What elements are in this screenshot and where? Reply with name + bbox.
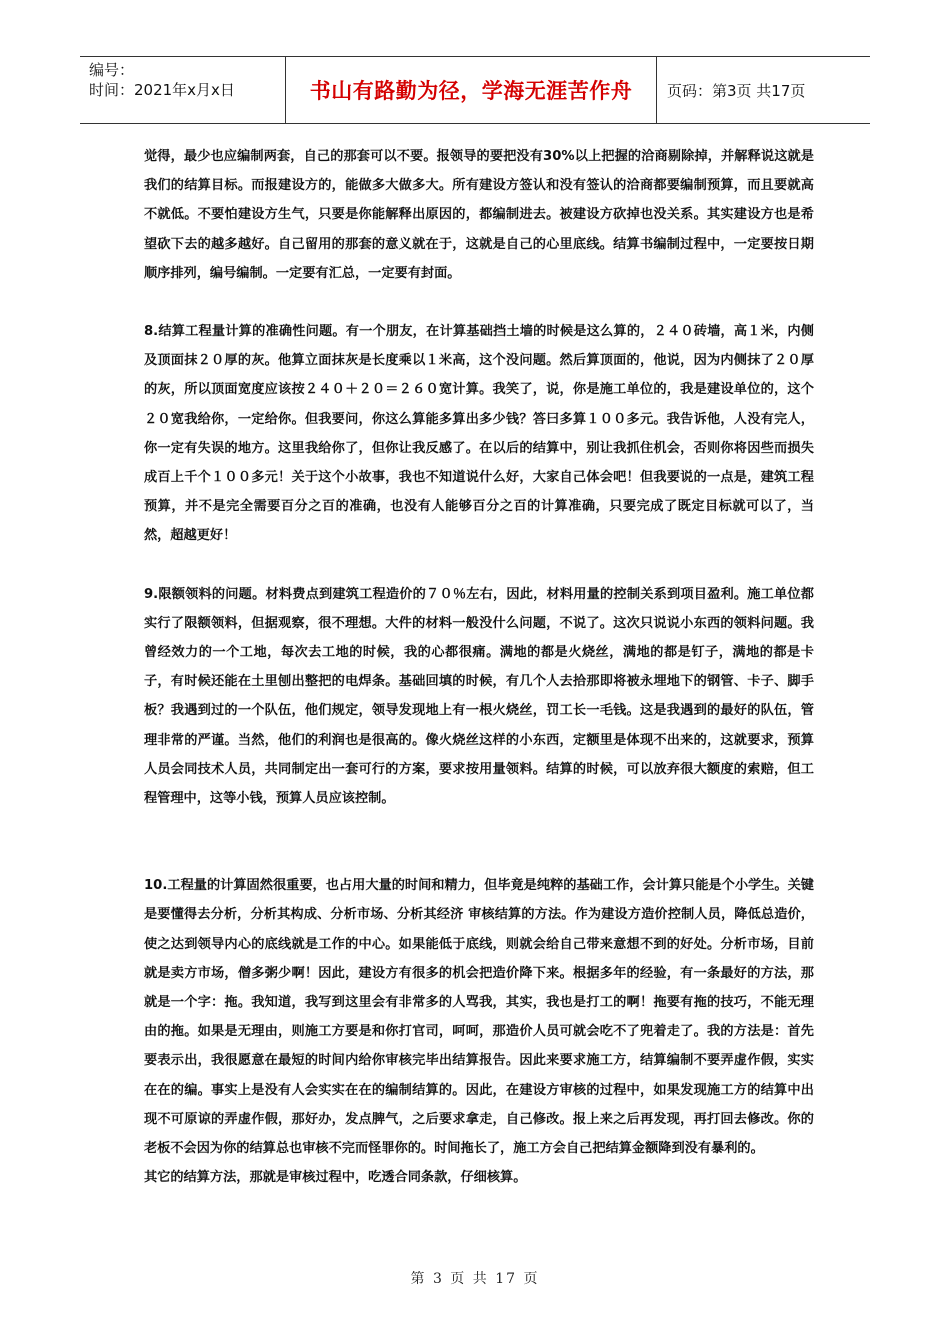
paragraph-item-8: 8.结算工程量计算的准确性问题。有一个朋友，在计算基础挡土墙的时候是这么算的，２４０砖墙，高１米，内侧及顶面抹２０厚的灰。他算立面抹灰是长度乘以１米高，这个没问题。然后算顶面的，他说，因为内侧抹了２０厚的灰，所以顶面宽度应该按２４０＋２０＝２６０宽计算。我笑了，说，你是施工单位的，我是建设单位的，这个２０宽我给你，一定给你。但我要问，你这么算能多算出多少钱？答曰多算１００多元。我告诉他，人没有完人，你一定有失误的地方。这里我给你了，但你让我反感了。在以后的结算中，别让我抓住机会，否则你将因些而损失成百上千个１００多元！关于这个小故事，我也不知道说什么好，大家自己体会吧！但我要说的一点是，建筑工程预算，并不是完全需要百分之百的准确，也没有人能够百分之百的计算准确，只要完成了既定目标就可以了，当然，超越更好！ [144,324,814,544]
page-header [80,56,870,124]
document-time-label: 时间：2021年x月x日 [89,81,235,99]
page-footer: 第 3 页 共 17 页 [410,1271,540,1287]
paragraph-item-10: 10.工程量的计算固然很重要，也占用大量的时间和精力，但毕竟是纯粹的基础工作，会计算只能是个小学生。关键是要懂得去分析，分析其构成、分析市场、分析其经济 审核结算的方法。作为建设方造价控制人员，降低总造价，使之达到领导内心的底线就是工作的中心。如果能低于底线，则就会给自己带来意想不到的好处。分析市场，目前就是卖方市场，僧多粥少啊！因此，建设方有很多的机会把造价降下来。根据多年的经验，有一条最好的方法，那就是一个字：拖。我知道，我写到这里会有非常多的人骂我，其实，我也是打工的啊！拖要有拖的技巧，不能无理由的拖。如果是无理由，则施工方要是和你打官司，呵呵，那造价人员可就会吃不了兜着走了。我的方法是：首先要表示出，我很愿意在最短的时间内给你审核完毕出结算报告。因此来要求施工方，结算编制不要弄虚作假，实实在在的编。事实上是没有人会实实在在的编制结算的。因此，在建设方审核的过程中，如果发现施工方的结算中出现不可原谅的弄虚作假，那好办，发点脾气，之后要求拿走，自己修改。报上来之后再发现，再打回去修改。你的老板不会因为你的结算总也审核不完而怪罪你的。时间拖长了，施工方会自己把结算金额降到没有暴利的。 [144,878,814,1157]
document-body [144,142,814,1193]
paragraph-other-methods: 其它的结算方法，那就是审核过程中，吃透合同条款，仔细核算。 [144,1170,527,1186]
header-meta [80,57,285,123]
document-number-label: 编号： [89,61,135,79]
header-motto: 书山有路勤为径，学海无涯苦作舟 [285,57,657,123]
paragraph-item-9: 9.限额领料的问题。材料费点到建筑工程造价的７０％左右，因此，材料用量的控制关系到项目盈利。施工单位都实行了限额领料，但据观察，很不理想。大件的材料一般没什么问题，不说了。这次只说说小东西的领料问题。我曾经效力的一个工地，每次去工地的时候，我的心都很痛。满地的都是火烧丝，满地的都是钉子，满地的都是卡子，有时候还能在土里刨出整把的电焊条。基础回填的时候，有几个人去拾那即将被永埋地下的钢管、卡子、脚手板？我遇到过的一个队伍，他们规定，领导发现地上有一根火烧丝，罚工长一毛钱。这是我遇到的最好的队伍，管理非常的严谨。当然，他们的利润也是很高的。像火烧丝这样的小东西，定额里是体现不出来的，这就要求，预算人员会同技术人员，共同制定出一套可行的方案，要求按用量领料。结算的时候，可以放弃很大额度的索赔，但工程管理中，这等小钱，预算人员应该控制。 [144,586,814,807]
header-page-info: 页码：第3页 共17页 [667,81,806,100]
paragraph-continuation: 觉得，最少也应编制两套，自己的那套可以不要。报领导的要把没有30%以上把握的洽商剔除掉，并解释说这就是我们的结算目标。而报建设方的，能做多大做多大。所有建设方签认和没有签认的洽商都要编制预算，而且要就高不就低。不要怕建设方生气，只要是你能解释出原因的，都编制进去。被建设方砍掉也没关系。其实建设方也是希望砍下去的越多越好。自己留用的那套的意义就在于，这就是自己的心里底线。结算书编制过程中，一定要按日期顺序排列，编号编制。一定要有汇总，一定要有封面。 [144,149,814,281]
